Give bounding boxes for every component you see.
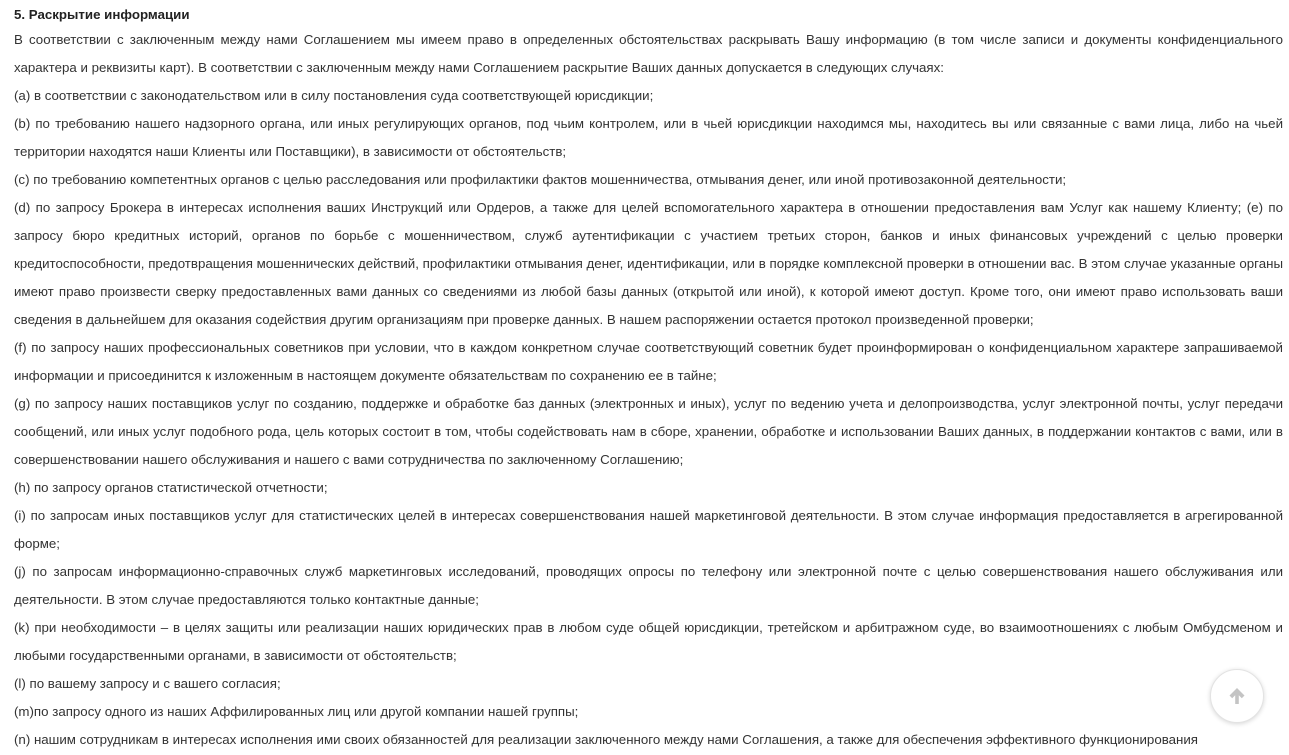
- clause-d-e: (d) по запросу Брокера в интересах исполнения ваших Инструкций или Ордеров, а также для целей вспомогательного характера в отношении предоставления вам Услуг как нашему Клиенту; (e) по запросу бюро кредитных историй, органов по борьбе с мошенничеством, служб аутентификации с участием третьих сторон, банков и иных финансовых учреждений с целью проверки кредитоспособности, предотвращения мошеннических действий, профилактики отмывания денег, идентификации, или в порядке комплексной проверки в отношении вас. В этом случае указанные органы имеют право произвести сверку предоставленных вами данных со сведениями из любой базы данных (открытой или иной), к которой имеют доступ. Кроме того, они имеют право использовать ваши сведения в дальнейшем для оказания содействия другим организациям при проверке данных. В нашем распоряжении остается протокол произведенной проверки;: [14, 200, 1283, 327]
- clause-n: (n) нашим сотрудникам в интересах исполнения ими своих обязанностей для реализации заключенного между нами Соглашения, а также для обеспечения эффективного функционирования: [14, 732, 1198, 747]
- clause-g: (g) по запросу наших поставщиков услуг по созданию, поддержке и обработке баз данных (электронных и иных), услуг по ведению учета и делопроизводства, услуг электронной почты, услуг передачи сообщений, или иных услуг подобного рода, цель которых состоит в том, чтобы содействовать нам в сборе, хранении, обработке и использовании Ваших данных, в поддержании контактов с вами, или в совершенствовании нашего обслуживания и нашего с вами сотрудничества по заключенному Соглашению;: [14, 396, 1283, 467]
- intro-paragraph: В соответствии с заключенным между нами Соглашением мы имеем право в определенных обстоятельствах раскрывать Вашу информацию (в том числе записи и документы конфиденциального характера и реквизиты карт). В соответствии с заключенным между нами Соглашением раскрытие Ваших данных допускается в следующих случаях:: [14, 32, 1283, 75]
- section-title: 5. Раскрытие информации: [14, 7, 190, 22]
- clause-c: (c) по требованию компетентных органов с целью расследования или профилактики фактов мошенничества, отмывания денег, или иной противозаконной деятельности;: [14, 172, 1067, 187]
- scroll-to-top-button[interactable]: [1210, 669, 1264, 723]
- clause-f: (f) по запросу наших профессиональных советников при условии, что в каждом конкретном случае соответствующий советник будет проинформирован о конфиденциальном характере запрашиваемой информации и присоединится к изложенным в настоящем документе обязательствам по сохранению ее в тайне;: [14, 340, 1283, 383]
- clause-m: (m)по запросу одного из наших Аффилированных лиц или другой компании нашей группы;: [14, 704, 579, 719]
- clause-b: (b) по требованию нашего надзорного органа, или иных регулирующих органов, под чьим контролем, или в чьей юрисдикции находимся мы, находитесь вы или связанные с вами лица, либо на чьей территории находятся наши Клиенты или Поставщики), в зависимости от обстоятельств;: [14, 116, 1283, 159]
- clause-i: (i) по запросам иных поставщиков услуг для статистических целей в интересах совершенствования нашей маркетинговой деятельности. В этом случае информация предоставляется в агрегированной форме;: [14, 508, 1283, 551]
- clause-a: (a) в соответствии с законодательством или в силу постановления суда соответствующей юрисдикции;: [14, 88, 654, 103]
- arrow-up-icon: [1227, 686, 1247, 706]
- clause-k: (k) при необходимости – в целях защиты или реализации наших юридических прав в любом суде общей юрисдикции, третейском и арбитражном суде, во взаимоотношениях с любым Омбудсменом и любыми государственными органами, в зависимости от обстоятельств;: [14, 620, 1283, 663]
- clause-j: (j) по запросам информационно-справочных служб маркетинговых исследований, проводящих опросы по телефону или электронной почте с целью совершенствования нашего обслуживания или деятельности. В этом случае предоставляются только контактные данные;: [14, 564, 1283, 607]
- clause-h: (h) по запросу органов статистической отчетности;: [14, 480, 328, 495]
- clause-l: (l) по вашему запросу и с вашего согласия;: [14, 676, 281, 691]
